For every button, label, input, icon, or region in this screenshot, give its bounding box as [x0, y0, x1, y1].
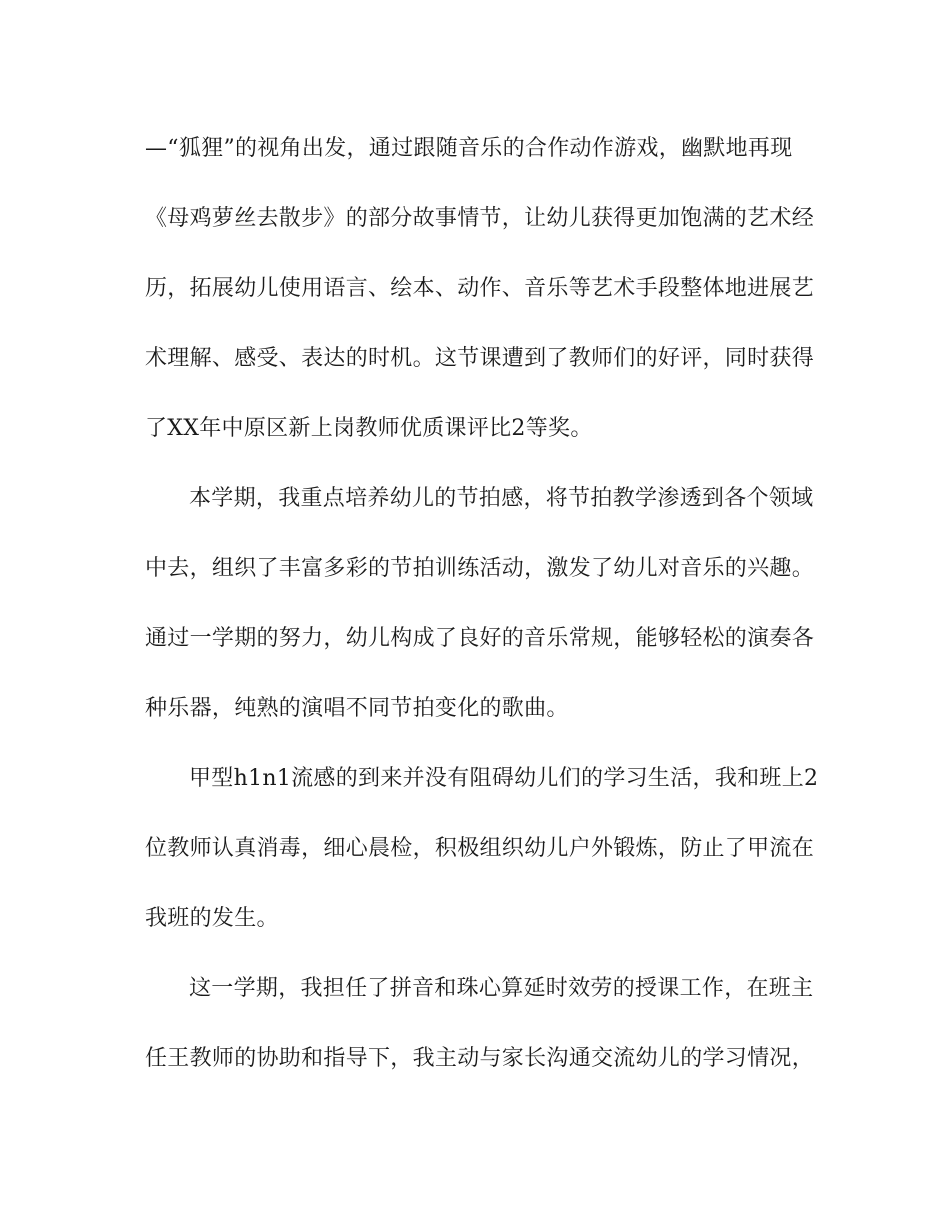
text-line: 任王教师的协助和指导下，我主动与家长沟通交流幼儿的学习情况，: [145, 1046, 815, 1071]
text-line: 种乐器，纯熟的演唱不同节拍变化的歌曲。: [145, 696, 569, 721]
text-line: 我班的发生。: [145, 906, 279, 931]
text-line: 中去，组织了丰富多彩的节拍训练活动，激发了幼儿对音乐的兴趣。: [145, 556, 815, 581]
paragraph-first-line: 这一学期，我担任了拼音和珠心算延时效劳的授课工作，在班主: [189, 976, 814, 1001]
text-line: 了XX年中原区新上岗教师优质课评比2等奖。: [145, 416, 593, 441]
text-line: 历，拓展幼儿使用语言、绘本、动作、音乐等艺术手段整体地进展艺: [145, 276, 815, 301]
text-line: —“狐狸”的视角出发，通过跟随音乐的合作动作游戏，幽默地再现: [145, 136, 793, 161]
text-line: 位教师认真消毒，细心晨检，积极组织幼儿户外锻炼，防止了甲流在: [145, 836, 815, 861]
text-line: 《母鸡萝丝去散步》的部分故事情节，让幼儿获得更加饱满的艺术经: [145, 206, 815, 231]
paragraph-first-line: 甲型h1n1流感的到来并没有阻碍幼儿们的学习生活，我和班上2: [189, 766, 819, 791]
document-body: [145, 114, 819, 1094]
text-line: 术理解、感受、表达的时机。这节课遭到了教师们的好评，同时获得: [145, 346, 815, 371]
paragraph-first-line: 本学期，我重点培养幼儿的节拍感，将节拍教学渗透到各个领域: [189, 486, 814, 511]
text-line: 通过一学期的努力，幼儿构成了良好的音乐常规，能够轻松的演奏各: [145, 626, 815, 651]
